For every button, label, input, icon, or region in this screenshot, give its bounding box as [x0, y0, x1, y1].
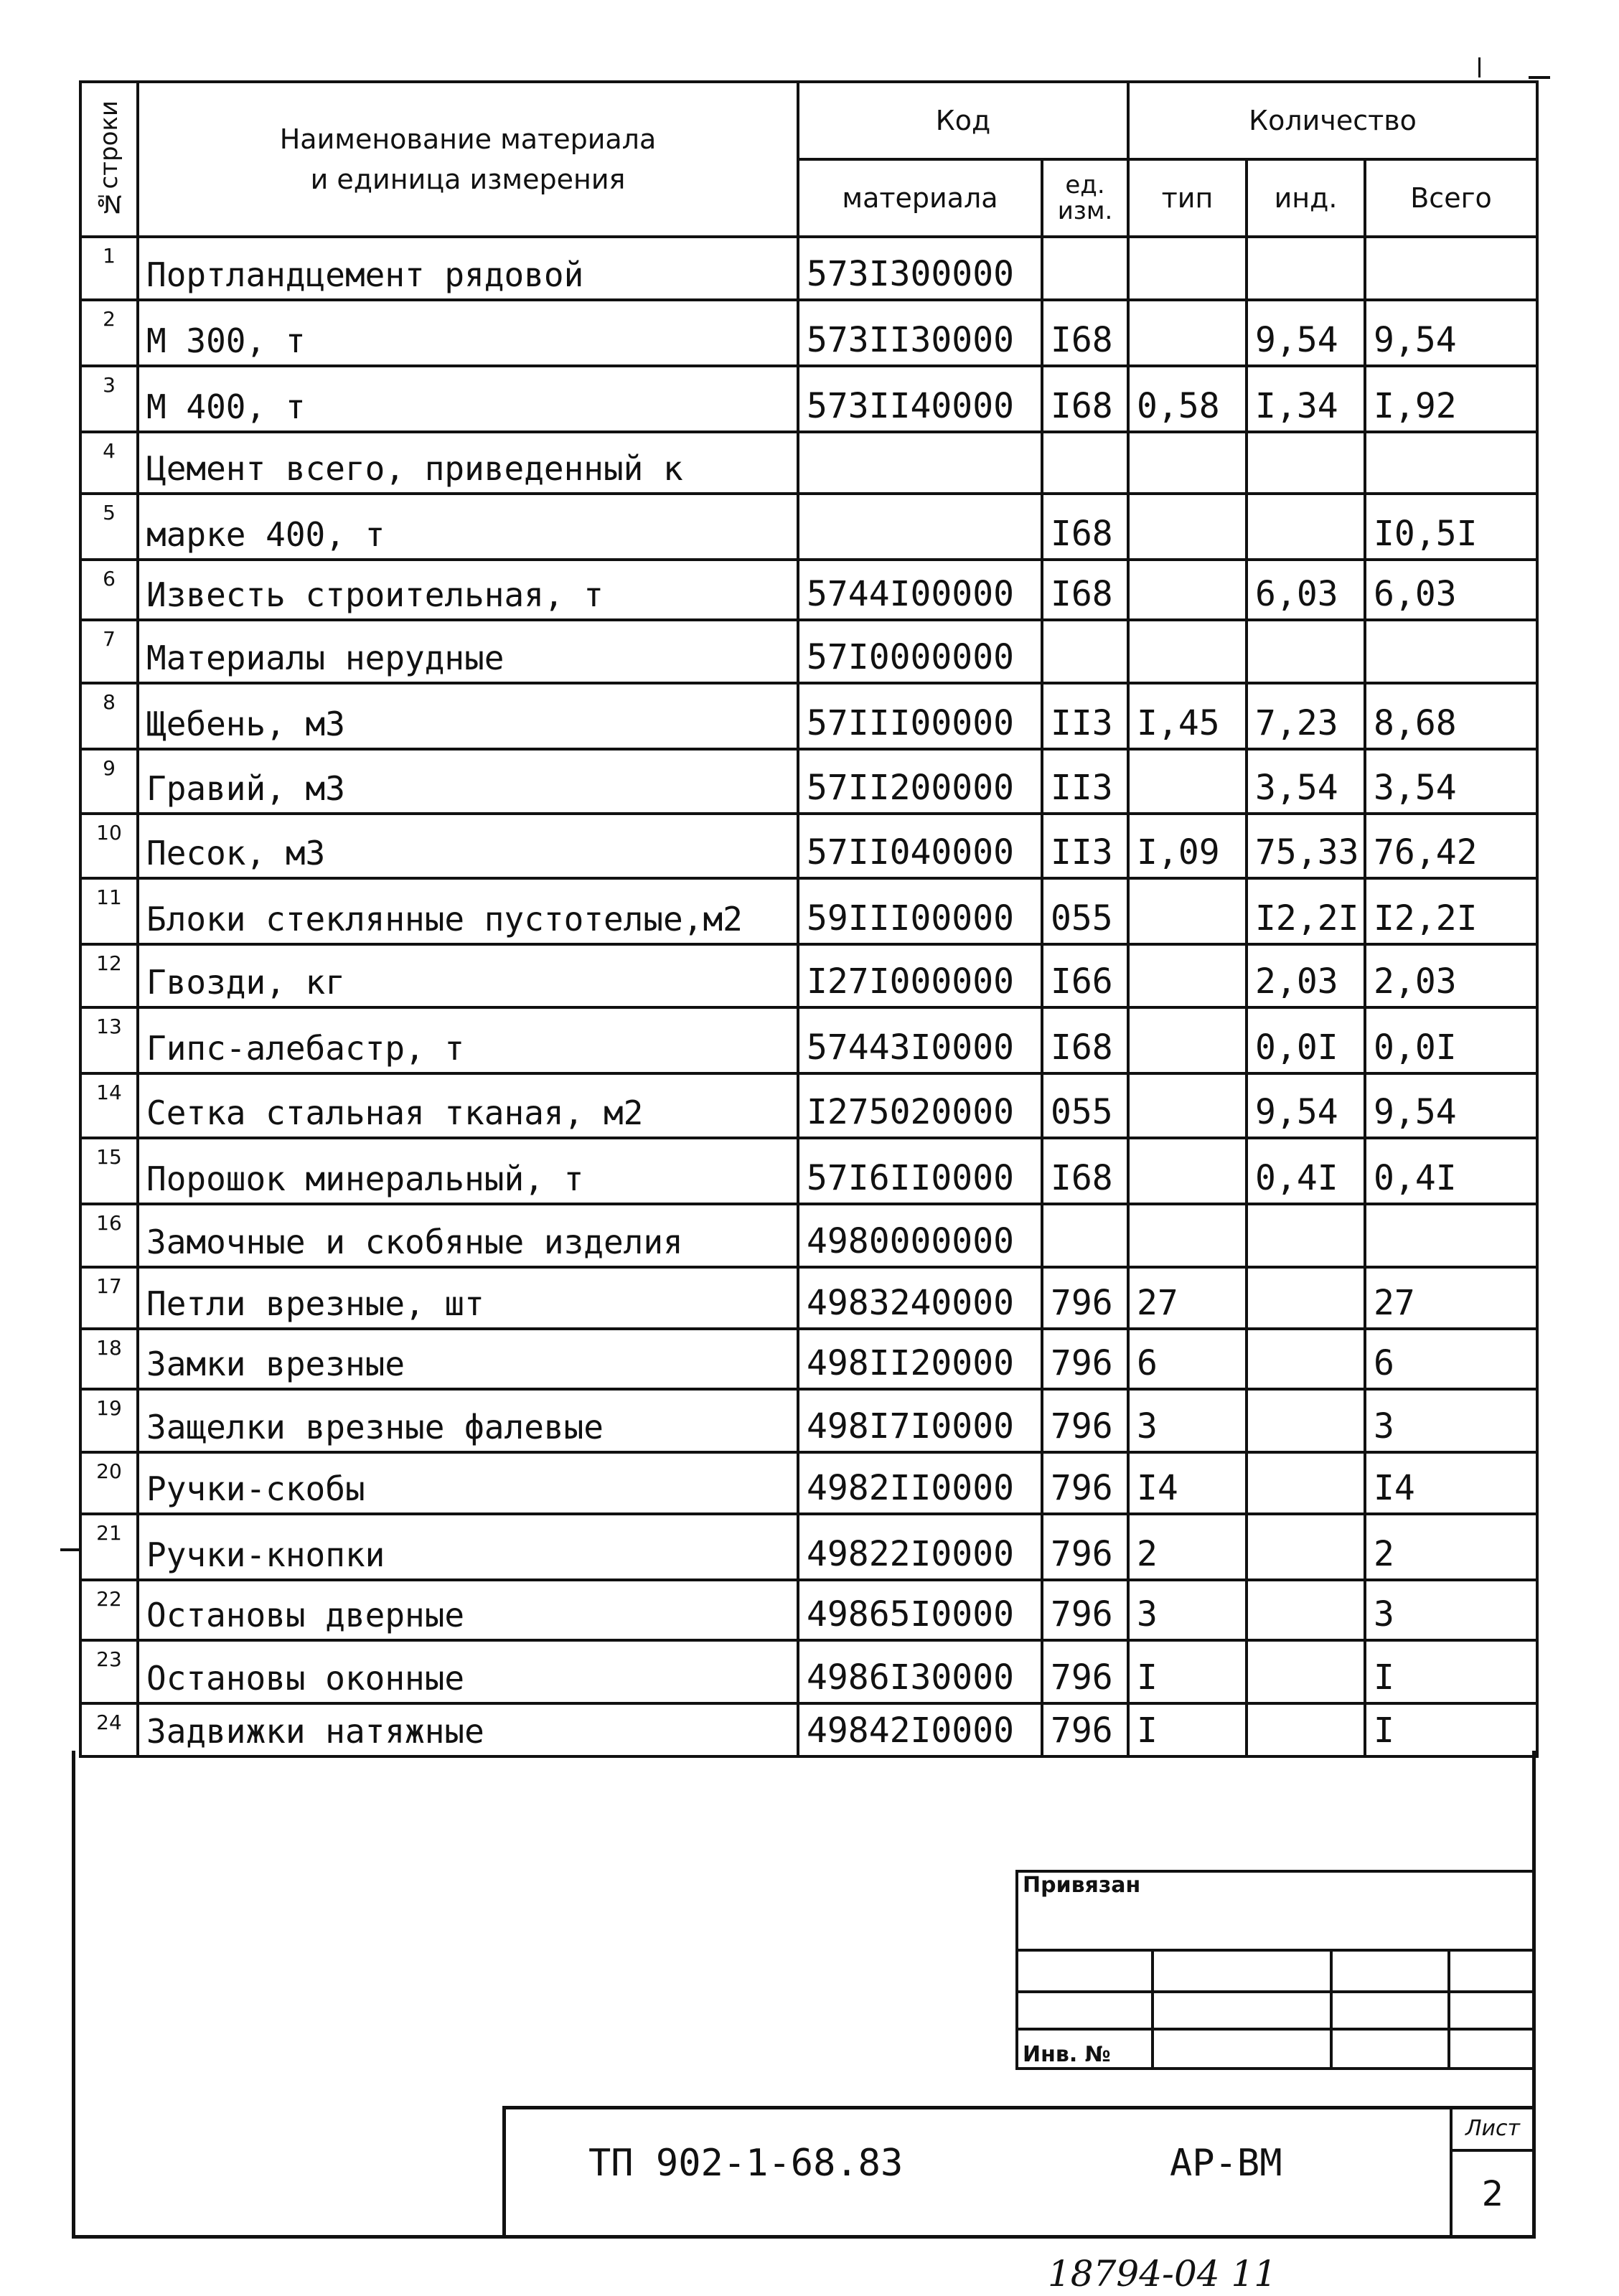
table-row	[80, 1204, 1537, 1267]
corner-mark	[1478, 57, 1480, 77]
qty-ind: 7,23	[1247, 683, 1365, 749]
qty-type: I4	[1128, 1452, 1247, 1514]
qty-total: 76,42	[1365, 814, 1537, 878]
row-number: 6	[80, 560, 138, 620]
qty-total	[1365, 620, 1537, 683]
unit-code: 796	[1042, 1514, 1128, 1580]
unit-code	[1042, 432, 1128, 494]
unit-code: I68	[1042, 366, 1128, 432]
qty-ind	[1247, 1329, 1365, 1389]
table-row	[80, 300, 1537, 366]
material-name: Известь строительная, т	[138, 560, 798, 620]
row-number: 2	[80, 300, 138, 366]
qty-total: 0,4I	[1365, 1138, 1537, 1204]
material-name: Сетка стальная тканая, м2	[138, 1073, 798, 1138]
corner-mark	[1529, 76, 1550, 79]
qty-total: I	[1365, 1640, 1537, 1703]
qty-type	[1128, 620, 1247, 683]
material-name: Щебень, м3	[138, 683, 798, 749]
qty-type-header: тип	[1128, 159, 1247, 237]
qty-total: I,92	[1365, 366, 1537, 432]
row-number: 3	[80, 366, 138, 432]
qty-total	[1365, 237, 1537, 300]
table-row	[80, 1703, 1537, 1756]
table-row	[80, 1007, 1537, 1073]
row-number: 15	[80, 1138, 138, 1204]
unit-code: 796	[1042, 1640, 1128, 1703]
qty-total	[1365, 1204, 1537, 1267]
qty-ind	[1247, 494, 1365, 560]
qty-type: I,09	[1128, 814, 1247, 878]
material-code: 5744I00000	[798, 560, 1042, 620]
material-name: Ручки-кнопки	[138, 1514, 798, 1580]
qty-ind: I,34	[1247, 366, 1365, 432]
material-code: 4983240000	[798, 1267, 1042, 1329]
row-number: 8	[80, 683, 138, 749]
table-row	[80, 944, 1537, 1007]
row-number: 12	[80, 944, 138, 1007]
material-code: 573II40000	[798, 366, 1042, 432]
row-number: 24	[80, 1703, 138, 1756]
material-code: 59III00000	[798, 878, 1042, 944]
qty-total: I0,5I	[1365, 494, 1537, 560]
qty-type	[1128, 1007, 1247, 1073]
unit-code: 796	[1042, 1580, 1128, 1640]
code-material-header: материала	[798, 159, 1042, 237]
qty-type: 3	[1128, 1580, 1247, 1640]
qty-type: 2	[1128, 1514, 1247, 1580]
qty-total: I4	[1365, 1452, 1537, 1514]
qty-type	[1128, 1073, 1247, 1138]
qty-type	[1128, 878, 1247, 944]
inventory-label: Инв. №	[1017, 2029, 1153, 2069]
unit-code: I66	[1042, 944, 1128, 1007]
code-unit-header: ед. изм.	[1042, 159, 1128, 237]
material-code: 4986I30000	[798, 1640, 1042, 1703]
unit-code: 796	[1042, 1703, 1128, 1756]
material-name: Порошок минеральный, т	[138, 1138, 798, 1204]
qty-ind	[1247, 1204, 1365, 1267]
row-number: 1	[80, 237, 138, 300]
qty-ind: 0,4I	[1247, 1138, 1365, 1204]
qty-type	[1128, 494, 1247, 560]
material-code: 57II040000	[798, 814, 1042, 878]
qty-total: 2	[1365, 1514, 1537, 1580]
qty-ind	[1247, 1389, 1365, 1452]
material-code: 57I6II0000	[798, 1138, 1042, 1204]
unit-code	[1042, 237, 1128, 300]
bound-label: Привязан	[1017, 1871, 1534, 1950]
qty-type: 0,58	[1128, 366, 1247, 432]
row-number: 7	[80, 620, 138, 683]
qty-total: 3	[1365, 1389, 1537, 1452]
qty-total: 8,68	[1365, 683, 1537, 749]
qty-type	[1128, 1204, 1247, 1267]
unit-code: I68	[1042, 1138, 1128, 1204]
archive-number: 18794-04 11	[1048, 2253, 1277, 2295]
sheet-label: Лист	[1451, 2113, 1534, 2152]
table-row	[80, 1452, 1537, 1514]
qty-type	[1128, 300, 1247, 366]
unit-code: II3	[1042, 683, 1128, 749]
code-group-header: Код	[798, 82, 1128, 159]
table-row	[80, 878, 1537, 944]
unit-code: II3	[1042, 814, 1128, 878]
qty-total: 9,54	[1365, 300, 1537, 366]
section-code: АР-ВМ	[1170, 2142, 1282, 2185]
material-name: М 300, т	[138, 300, 798, 366]
material-code: 57443I0000	[798, 1007, 1042, 1073]
material-code: 49822I0000	[798, 1514, 1042, 1580]
row-number: 11	[80, 878, 138, 944]
row-number: 18	[80, 1329, 138, 1389]
qty-total: I	[1365, 1703, 1537, 1756]
material-name: Защелки врезные фалевые	[138, 1389, 798, 1452]
material-code: 57III00000	[798, 683, 1042, 749]
unit-code: 055	[1042, 878, 1128, 944]
row-number: 17	[80, 1267, 138, 1329]
qty-ind	[1247, 237, 1365, 300]
row-number: 20	[80, 1452, 138, 1514]
margin-mark	[60, 1548, 79, 1551]
unit-code: I68	[1042, 1007, 1128, 1073]
binding-stamp	[1015, 1870, 1536, 2070]
qty-type	[1128, 944, 1247, 1007]
qty-ind: 0,0I	[1247, 1007, 1365, 1073]
table-row	[80, 494, 1537, 560]
row-number: 4	[80, 432, 138, 494]
material-name: Портландцемент рядовой	[138, 237, 798, 300]
qty-ind	[1247, 1580, 1365, 1640]
qty-ind	[1247, 1703, 1365, 1756]
table-row	[80, 1329, 1537, 1389]
row-number: 10	[80, 814, 138, 878]
material-name: Замочные и скобяные изделия	[138, 1204, 798, 1267]
row-number: 9	[80, 749, 138, 814]
table-row	[80, 749, 1537, 814]
table-row	[80, 560, 1537, 620]
qty-total: 27	[1365, 1267, 1537, 1329]
row-number: 23	[80, 1640, 138, 1703]
row-number: 22	[80, 1580, 138, 1640]
material-name: Гипс-алебастр, т	[138, 1007, 798, 1073]
unit-code	[1042, 620, 1128, 683]
unit-code: II3	[1042, 749, 1128, 814]
row-number: 19	[80, 1389, 138, 1452]
material-code: 49865I0000	[798, 1580, 1042, 1640]
table-row	[80, 1267, 1537, 1329]
unit-code: 055	[1042, 1073, 1128, 1138]
qty-total: I2,2I	[1365, 878, 1537, 944]
qty-total	[1365, 432, 1537, 494]
quantity-group-header: Количество	[1128, 82, 1537, 159]
qty-total: 3,54	[1365, 749, 1537, 814]
qty-type	[1128, 749, 1247, 814]
table-row	[80, 1514, 1537, 1580]
table-row	[80, 683, 1537, 749]
qty-total: 6	[1365, 1329, 1537, 1389]
qty-type	[1128, 560, 1247, 620]
material-name: Материалы нерудные	[138, 620, 798, 683]
unit-code: I68	[1042, 494, 1128, 560]
material-name: Петли врезные, шт	[138, 1267, 798, 1329]
unit-code: I68	[1042, 300, 1128, 366]
material-code: 573I300000	[798, 237, 1042, 300]
qty-ind	[1247, 432, 1365, 494]
materials-table	[79, 80, 1539, 1758]
unit-code: 796	[1042, 1389, 1128, 1452]
qty-ind: 9,54	[1247, 1073, 1365, 1138]
qty-ind: I2,2I	[1247, 878, 1365, 944]
qty-type: I	[1128, 1640, 1247, 1703]
material-code: 4982II0000	[798, 1452, 1042, 1514]
qty-ind: 6,03	[1247, 560, 1365, 620]
unit-code: 796	[1042, 1329, 1128, 1389]
material-code: I275020000	[798, 1073, 1042, 1138]
unit-code: 796	[1042, 1452, 1128, 1514]
qty-total: 6,03	[1365, 560, 1537, 620]
table-row	[80, 1073, 1537, 1138]
material-name: Гравий, м3	[138, 749, 798, 814]
qty-type	[1128, 237, 1247, 300]
row-number: 21	[80, 1514, 138, 1580]
row-number: 14	[80, 1073, 138, 1138]
material-name-header: Наименование материала и единица измерения	[138, 82, 798, 237]
table-row	[80, 620, 1537, 683]
material-name: Блоки стеклянные пустотелые,м2	[138, 878, 798, 944]
material-name: Остановы оконные	[138, 1640, 798, 1703]
row-number: 5	[80, 494, 138, 560]
qty-ind	[1247, 1452, 1365, 1514]
qty-ind	[1247, 620, 1365, 683]
material-code: 498II20000	[798, 1329, 1042, 1389]
table-row	[80, 366, 1537, 432]
material-name: М 400, т	[138, 366, 798, 432]
qty-ind: 75,33	[1247, 814, 1365, 878]
material-code: 49842I0000	[798, 1703, 1042, 1756]
qty-type: I	[1128, 1703, 1247, 1756]
material-code	[798, 494, 1042, 560]
qty-type: 27	[1128, 1267, 1247, 1329]
qty-total: 2,03	[1365, 944, 1537, 1007]
material-name: Ручки-скобы	[138, 1452, 798, 1514]
table-row	[80, 1389, 1537, 1452]
unit-code	[1042, 1204, 1128, 1267]
qty-type: 3	[1128, 1389, 1247, 1452]
qty-ind: 3,54	[1247, 749, 1365, 814]
qty-type: I,45	[1128, 683, 1247, 749]
row-number-header: №строки	[80, 82, 138, 237]
table-row	[80, 1640, 1537, 1703]
material-name: Замки врезные	[138, 1329, 798, 1389]
qty-ind	[1247, 1640, 1365, 1703]
material-code: 4980000000	[798, 1204, 1042, 1267]
table-row	[80, 432, 1537, 494]
table-row	[80, 1138, 1537, 1204]
qty-type: 6	[1128, 1329, 1247, 1389]
table-row	[80, 237, 1537, 300]
qty-total: 3	[1365, 1580, 1537, 1640]
material-code: 57I0000000	[798, 620, 1042, 683]
material-name: Гвозди, кг	[138, 944, 798, 1007]
material-name: Задвижки натяжные	[138, 1703, 798, 1756]
material-name: марке 400, т	[138, 494, 798, 560]
qty-ind-header: инд.	[1247, 159, 1365, 237]
unit-code: 796	[1042, 1267, 1128, 1329]
material-code: I27I000000	[798, 944, 1042, 1007]
qty-type	[1128, 1138, 1247, 1204]
material-code: 573II30000	[798, 300, 1042, 366]
material-code	[798, 432, 1042, 494]
material-code: 498I7I0000	[798, 1389, 1042, 1452]
table-row	[80, 1580, 1537, 1640]
qty-ind: 9,54	[1247, 300, 1365, 366]
document-code: ТП 902-1-68.83	[588, 2142, 904, 2185]
qty-total: 0,0I	[1365, 1007, 1537, 1073]
qty-ind	[1247, 1514, 1365, 1580]
qty-total: 9,54	[1365, 1073, 1537, 1138]
material-name: Цемент всего, приведенный к	[138, 432, 798, 494]
unit-code: I68	[1042, 560, 1128, 620]
sheet-number: 2	[1481, 2174, 1504, 2214]
row-number: 13	[80, 1007, 138, 1073]
material-name: Песок, м3	[138, 814, 798, 878]
qty-type	[1128, 432, 1247, 494]
table-row	[80, 814, 1537, 878]
qty-ind: 2,03	[1247, 944, 1365, 1007]
qty-total-header: Всего	[1365, 159, 1537, 237]
qty-ind	[1247, 1267, 1365, 1329]
row-number: 16	[80, 1204, 138, 1267]
material-name: Остановы дверные	[138, 1580, 798, 1640]
material-code: 57II200000	[798, 749, 1042, 814]
